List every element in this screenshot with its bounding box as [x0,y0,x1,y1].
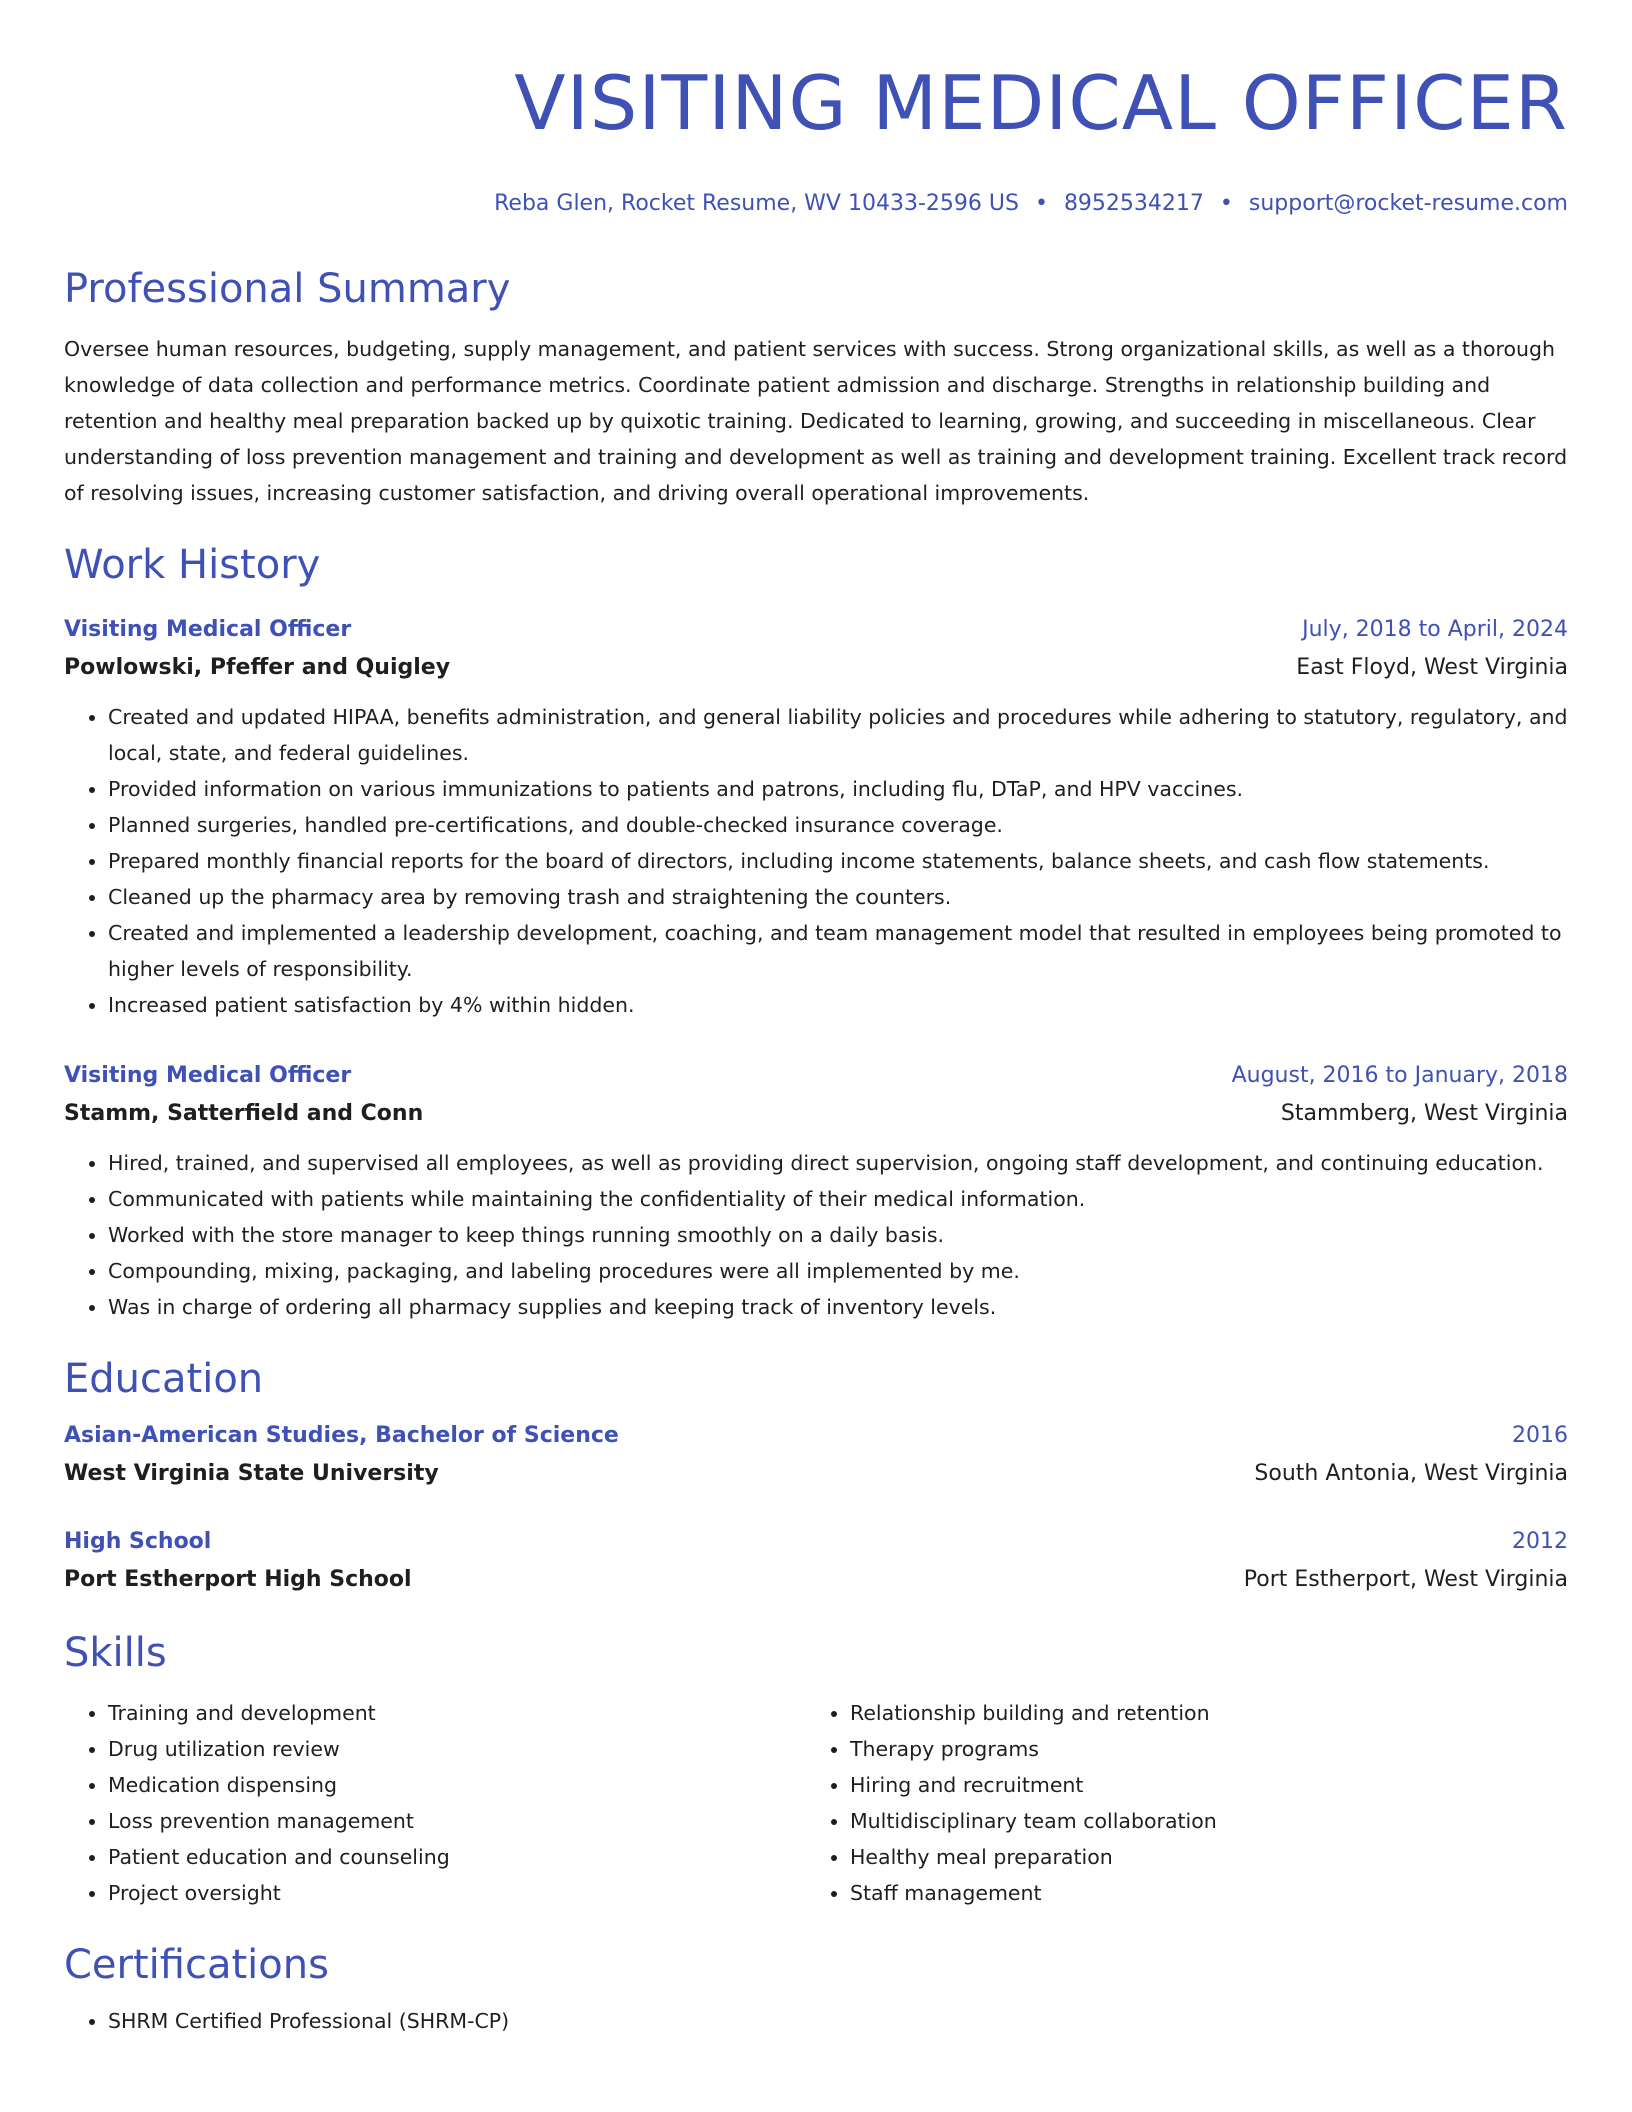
job-company: Stamm, Satterfield and Conn [64,1101,424,1126]
skill-item: • Drug utilization review [108,1731,806,1767]
certification-item: • SHRM Certified Professional (SHRM-CP) [108,2003,1568,2039]
job-bullet: • Worked with the store manager to keep things running smoothly on a daily basis. [108,1217,1568,1253]
job-entry [64,613,1568,1023]
skill-item: • Multidisciplinary team collaboration [850,1803,1548,1839]
education-school: Port Estherport High School [64,1567,412,1592]
skill-item: • Healthy meal preparation [850,1839,1548,1875]
education-location: South Antonia, West Virginia [1254,1461,1568,1486]
resume-title: VISITING MEDICAL OFFICER [514,59,1568,147]
education-entry [64,1525,1568,1599]
job-company: Powlowski, Pfeffer and Quigley [64,655,451,680]
job-entry [64,1059,1568,1325]
skill-item: • Loss prevention management [108,1803,806,1839]
job-bullets [64,699,1568,1023]
certifications-list [64,2003,1568,2039]
contact-email[interactable]: support@rocket-resume.com [1248,191,1568,216]
job-location: Stammberg, West Virginia [1280,1101,1568,1126]
job-bullet: • Cleaned up the pharmacy area by removing trash and straightening the counters. [108,879,1568,915]
education-heading: Education [64,1356,264,1402]
job-title: Visiting Medical Officer [64,1063,352,1088]
skill-item: • Staff management [850,1875,1548,1911]
skills-grid [64,1695,1568,1911]
skill-item: • Project oversight [108,1875,806,1911]
skill-item: • Patient education and counseling [108,1839,806,1875]
skill-item: • Relationship building and retention [850,1695,1548,1731]
contact-phone[interactable]: 8952534217 [1063,191,1204,216]
skill-item: • Medication dispensing [108,1767,806,1803]
job-bullet: • Compounding, mixing, packaging, and labeling procedures were all implemented by me. [108,1253,1568,1289]
skill-item: • Therapy programs [850,1731,1548,1767]
contact-separator: • [1219,191,1233,216]
job-title: Visiting Medical Officer [64,617,352,642]
education-location: Port Estherport, West Virginia [1243,1567,1568,1592]
summary-text: Oversee human resources, budgeting, supply management, and patient services with success. Strong organizational skills, as well as a thorough knowledge of data collection and performance metrics. Coordinate patient admission and discharge. Strengths in relationship building and retention and healthy meal preparation backed up by quixotic training. Dedicated to learning, growing, and succeeding in miscellaneous. Clear understanding of loss prevention management and training and development as well as training and development training. Excellent track record of resolving issues, increasing customer satisfaction, and driving overall operational improvements. [64,337,1568,505]
contact-separator: • [1034,191,1048,216]
job-dates: July, 2018 to April, 2024 [1302,617,1568,642]
contact-address: Reba Glen, Rocket Resume, WV 10433-2596 US [494,191,1019,216]
certifications-heading: Certifications [64,1942,329,1988]
job-bullet: • Communicated with patients while maintaining the confidentiality of their medical information. [108,1181,1568,1217]
job-bullets [64,1145,1568,1325]
education-degree: High School [64,1529,212,1554]
job-bullet: • Created and updated HIPAA, benefits administration, and general liability policies and procedures while adhering to statutory, regulatory, and local, state, and federal guidelines. [108,699,1568,771]
skills-list-right [806,1695,1548,1911]
work-history-heading: Work History [64,542,321,588]
education-entry [64,1419,1568,1493]
job-bullet: • Planned surgeries, handled pre-certifications, and double-checked insurance coverage. [108,807,1568,843]
job-bullet: • Hired, trained, and supervised all employees, as well as providing direct supervision, ongoing staff development, and continuing education. [108,1145,1568,1181]
skills-list-left [64,1695,806,1911]
skill-item: • Training and development [108,1695,806,1731]
skills-heading: Skills [64,1630,167,1676]
summary-heading: Professional Summary [64,266,511,312]
education-degree: Asian-American Studies, Bachelor of Science [64,1423,619,1448]
job-bullet: • Provided information on various immunizations to patients and patrons, including flu, DTaP, and HPV vaccines. [108,771,1568,807]
job-bullet: • Prepared monthly financial reports for the board of directors, including income statements, balance sheets, and cash flow statements. [108,843,1568,879]
job-bullet: • Was in charge of ordering all pharmacy supplies and keeping track of inventory levels. [108,1289,1568,1325]
contact-line [64,189,1568,219]
job-bullet: • Increased patient satisfaction by 4% within hidden. [108,987,1568,1023]
job-bullet: • Created and implemented a leadership development, coaching, and team management model that resulted in employees being promoted to higher levels of responsibility. [108,915,1568,987]
skill-item: • Hiring and recruitment [850,1767,1548,1803]
education-year: 2016 [1512,1423,1568,1448]
job-location: East Floyd, West Virginia [1296,655,1568,680]
education-year: 2012 [1512,1529,1568,1554]
job-dates: August, 2016 to January, 2018 [1231,1063,1568,1088]
education-school: West Virginia State University [64,1461,439,1486]
